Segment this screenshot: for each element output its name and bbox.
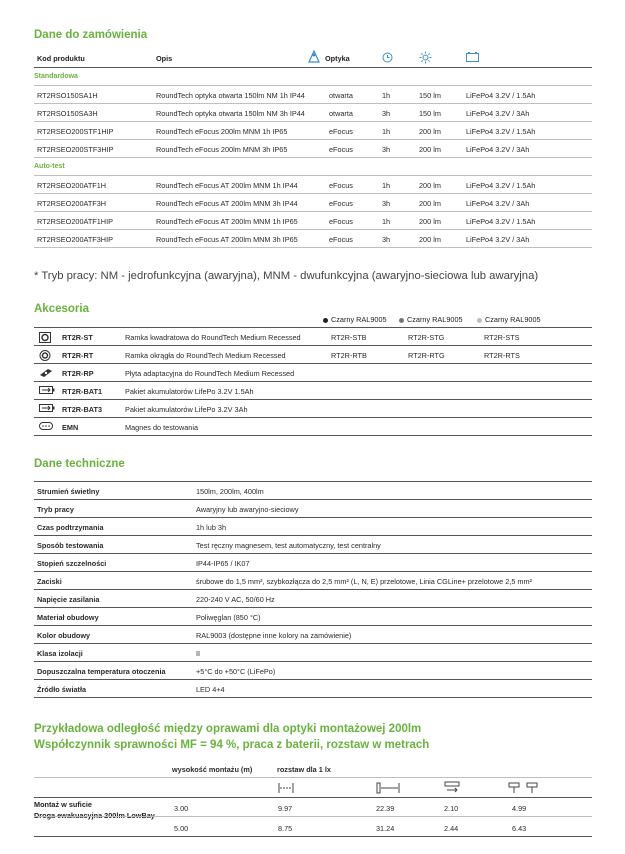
accessory-code-black: RT2R-STB xyxy=(331,333,367,342)
tech-label: Zaciski xyxy=(37,577,62,586)
order-cell: RoundTech eFocus AT 200lm MNM 1h IP44 xyxy=(156,181,298,190)
tech-row xyxy=(34,500,592,518)
order-cell: LiFePo4 3.2V / 1.5Ah xyxy=(466,91,536,100)
tech-label: Kolor obudowy xyxy=(37,631,91,640)
spacing-cell: 9.97 xyxy=(278,804,293,813)
battery-icon xyxy=(39,386,51,396)
spacing-cell: 4.99 xyxy=(512,804,527,813)
tech-label: Dopuszczalna temperatura otoczenia xyxy=(37,667,166,676)
order-cell: 200 lm xyxy=(419,199,441,208)
tech-label: Klasa izolacji xyxy=(37,649,83,658)
order-cell: otwarta xyxy=(329,109,353,118)
spacing-row xyxy=(34,798,592,817)
tech-row xyxy=(34,518,592,536)
accessory-code: RT2R-RT xyxy=(62,351,94,360)
tech-label: Sposób testowania xyxy=(37,541,104,550)
order-cell: RT2RSO150SA3H xyxy=(37,109,98,118)
tech-label: Materiał obudowy xyxy=(37,613,99,622)
accessory-desc: Pakiet akumulatorów LifePo 3.2V 3Ah xyxy=(125,405,248,414)
order-cell: RoundTech optyka otwarta 150lm NM 3h IP44 xyxy=(156,109,305,118)
accessory-desc: Płyta adaptacyjna do RoundTech Medium Recessed xyxy=(125,369,295,378)
order-row xyxy=(34,212,592,230)
accessory-code-silver: RT2R-RTS xyxy=(484,351,520,360)
spacing-title-1: Przykładowa odległość między oprawami dla optyki montażowej 200lm xyxy=(34,723,422,735)
tech-label: Źródło światła xyxy=(37,685,87,694)
tech-row xyxy=(34,626,592,644)
tech-value: 1h lub 3h xyxy=(196,523,227,532)
order-cell: eFocus xyxy=(329,127,353,136)
order-cell: 1h xyxy=(382,217,391,226)
color-legend-label: Czarny RAL9005 xyxy=(485,315,541,324)
spacing-along-icon xyxy=(278,782,294,796)
order-cell: RoundTech eFocus 200lm MNM 3h IP65 xyxy=(156,145,288,154)
tech-label: Czas podtrzymania xyxy=(37,523,104,532)
order-cell: RT2RSEO200STF3HIP xyxy=(37,145,114,154)
tech-row xyxy=(34,536,592,554)
order-row xyxy=(34,122,592,140)
color-legend-label: Czarny RAL9005 xyxy=(407,315,463,324)
accessory-code: RT2R-BAT3 xyxy=(62,405,102,414)
accessory-code-grey: RT2R-STG xyxy=(408,333,445,342)
spacing-label-1: Montaż w suficie xyxy=(34,800,92,809)
color-legend-item xyxy=(477,315,541,324)
spacing-icon-row xyxy=(34,778,592,798)
order-cell: eFocus xyxy=(329,235,353,244)
spacing-cell: 2.10 xyxy=(444,804,459,813)
magnet-icon xyxy=(39,422,51,432)
order-row xyxy=(34,230,592,248)
tech-row xyxy=(34,662,592,680)
spacing-cell: 22.39 xyxy=(376,804,395,813)
battery-header-icon xyxy=(466,52,479,64)
order-cell: 200 lm xyxy=(419,217,441,226)
order-section-label: Standardowa xyxy=(34,73,78,80)
order-cell: eFocus xyxy=(329,181,353,190)
accessory-row xyxy=(34,382,592,400)
round-frame-icon xyxy=(39,350,51,360)
order-cell: RoundTech eFocus AT 200lm MNM 1h IP65 xyxy=(156,217,298,226)
order-cell: 3h xyxy=(382,145,391,154)
order-cell: RT2RSEO200ATF1H xyxy=(37,181,107,190)
tech-label: Napięcie zasilania xyxy=(37,595,100,604)
order-cell: 200 lm xyxy=(419,145,441,154)
order-cell: RoundTech eFocus AT 200lm MNM 3h IP65 xyxy=(156,235,298,244)
order-cell: LiFePo4 3.2V / 1.5Ah xyxy=(466,127,536,136)
accessory-desc: Ramka okrągła do RoundTech Medium Recessed xyxy=(125,351,286,360)
accessory-row xyxy=(34,328,592,346)
order-cell: 1h xyxy=(382,127,391,136)
tech-value: Awaryjny lub awaryjno-sieciowy xyxy=(196,505,299,514)
order-cell: eFocus xyxy=(329,199,353,208)
order-cell: RT2RSEO200ATF3HIP xyxy=(37,235,113,244)
accessory-code: RT2R-RP xyxy=(62,369,94,378)
accessory-row xyxy=(34,400,592,418)
accessory-row xyxy=(34,364,592,382)
accessory-desc: Magnes do testowania xyxy=(125,423,199,432)
work-mode-note: * Tryb pracy: NM - jedrofunkcyjna (awaryjna), MNM - dwufunkcyjna (awaryjno-sieciowa lub awaryjna) xyxy=(34,270,539,282)
order-row xyxy=(34,194,592,212)
accessory-code-silver: RT2R-STS xyxy=(484,333,520,342)
spacing-title-2: Współczynnik sprawności MF = 94 %, praca z baterii, rozstaw w metrach xyxy=(34,739,430,751)
order-cell: LiFePo4 3.2V / 3Ah xyxy=(466,109,530,118)
optics-icon xyxy=(306,50,322,67)
order-cell: 150 lm xyxy=(419,91,441,100)
tech-row xyxy=(34,644,592,662)
order-cell: 200 lm xyxy=(419,235,441,244)
tech-value: RAL9003 (dostępne inne kolory na zamówienie) xyxy=(196,631,352,640)
order-cell: LiFePo4 3.2V / 3Ah xyxy=(466,199,530,208)
color-dot-icon xyxy=(323,318,328,323)
spacing-row xyxy=(34,818,592,837)
accessory-row xyxy=(34,418,592,436)
spacing-across-icon xyxy=(444,781,460,797)
order-cell: RT2RSEO200ATF1HIP xyxy=(37,217,113,226)
order-section-label: Auto-test xyxy=(34,163,65,170)
order-cell: RT2RSEO200ATF3H xyxy=(37,199,107,208)
spacing-to-wall-icon xyxy=(376,782,402,796)
battery-icon xyxy=(39,404,51,414)
tech-value: +5°C do +50°C (LiFePo) xyxy=(196,667,276,676)
header-optics: Optyka xyxy=(325,54,350,63)
color-legend-item xyxy=(399,315,463,324)
spacing-cell: 3.00 xyxy=(174,804,189,813)
order-cell: 200 lm xyxy=(419,181,441,190)
tech-value: Poliwęglan (850 °C) xyxy=(196,613,261,622)
order-cell: 150 lm xyxy=(419,109,441,118)
order-cell: LiFePo4 3.2V / 1.5Ah xyxy=(466,181,536,190)
order-cell: 3h xyxy=(382,235,391,244)
order-cell: 200 lm xyxy=(419,127,441,136)
color-legend-label: Czarny RAL9005 xyxy=(331,315,387,324)
tech-value: śrubowe do 1,5 mm², szybkozłącza do 2,5 mm² (L, N, E) przelotowe, Linia CGLine+ przelotowe 2,5 mm² xyxy=(196,577,532,586)
header-spacing: rozstaw dla 1 lx xyxy=(277,765,331,774)
color-dot-icon xyxy=(399,318,404,323)
accessory-code-grey: RT2R-RTG xyxy=(408,351,445,360)
order-title: Dane do zamówienia xyxy=(34,29,148,41)
order-cell: 1h xyxy=(382,91,391,100)
accessory-code: EMN xyxy=(62,423,79,432)
header-desc: Opis xyxy=(156,54,173,63)
order-row xyxy=(34,176,592,194)
header-code: Kod produktu xyxy=(37,54,85,63)
order-cell: 1h xyxy=(382,181,391,190)
tech-label: Strumień świetlny xyxy=(37,487,100,496)
order-row xyxy=(34,104,592,122)
spacing-cell: 5.00 xyxy=(174,824,189,833)
tech-row xyxy=(34,482,592,500)
spacing-double-icon xyxy=(508,782,538,796)
tech-label: Tryb pracy xyxy=(37,505,74,514)
spacing-cell: 2.44 xyxy=(444,824,459,833)
tech-row xyxy=(34,590,592,608)
spacing-header xyxy=(34,762,592,778)
spacing-cell: 31.24 xyxy=(376,824,395,833)
tech-value: LED 4+4 xyxy=(196,685,225,694)
clock-icon xyxy=(382,52,393,65)
order-cell: RoundTech eFocus AT 200lm MNM 3h IP44 xyxy=(156,199,298,208)
tech-value: II xyxy=(196,649,201,658)
order-cell: 3h xyxy=(382,199,391,208)
accessory-code: RT2R-ST xyxy=(62,333,93,342)
order-cell: 3h xyxy=(382,109,391,118)
accessory-code: RT2R-BAT1 xyxy=(62,387,102,396)
tech-row xyxy=(34,572,592,590)
tech-value: 220-240 V AC, 50/60 Hz xyxy=(196,595,275,604)
order-cell: LiFePo4 3.2V / 3Ah xyxy=(466,145,530,154)
order-row xyxy=(34,140,592,158)
header-mount-height: wysokość montażu (m) xyxy=(172,765,253,774)
accessory-code-black: RT2R-RTB xyxy=(331,351,367,360)
order-cell: RoundTech optyka otwarta 150lm NM 1h IP44 xyxy=(156,91,305,100)
spacing-cell: 6.43 xyxy=(512,824,527,833)
order-cell: eFocus xyxy=(329,217,353,226)
tech-title: Dane techniczne xyxy=(34,458,125,470)
accessory-desc: Pakiet akumulatorów LifePo 3.2V 1.5Ah xyxy=(125,387,254,396)
color-dot-icon xyxy=(477,318,482,323)
sun-icon xyxy=(419,51,432,66)
square-frame-icon xyxy=(39,332,51,342)
order-cell: LiFePo4 3.2V / 1.5Ah xyxy=(466,217,536,226)
tech-value: 150lm, 200lm, 400lm xyxy=(196,487,264,496)
order-header-row xyxy=(34,46,592,68)
order-cell: RoundTech eFocus 200lm MNM 1h IP65 xyxy=(156,127,288,136)
adapter-plate-icon xyxy=(39,368,51,378)
order-row xyxy=(34,86,592,104)
color-legend-item xyxy=(323,315,387,324)
tech-value: IP44-IP65 / IK07 xyxy=(196,559,250,568)
tech-row xyxy=(34,554,592,572)
tech-row xyxy=(34,608,592,626)
order-cell: RT2RSEO200STF1HIP xyxy=(37,127,114,136)
tech-value: Test ręczny magnesem, test automatyczny, test centralny xyxy=(196,541,381,550)
tech-row xyxy=(34,680,592,698)
order-cell: RT2RSO150SA1H xyxy=(37,91,98,100)
order-cell: otwarta xyxy=(329,91,353,100)
accessories-title: Akcesoria xyxy=(34,303,89,315)
order-cell: eFocus xyxy=(329,145,353,154)
tech-label: Stopień szczelności xyxy=(37,559,107,568)
spacing-cell: 8.75 xyxy=(278,824,293,833)
accessory-desc: Ramka kwadratowa do RoundTech Medium Recessed xyxy=(125,333,301,342)
spacing-label-2: Droga ewakuacyjna 200lm LowBay xyxy=(34,811,155,820)
accessory-row xyxy=(34,346,592,364)
order-cell: LiFePo4 3.2V / 3Ah xyxy=(466,235,530,244)
